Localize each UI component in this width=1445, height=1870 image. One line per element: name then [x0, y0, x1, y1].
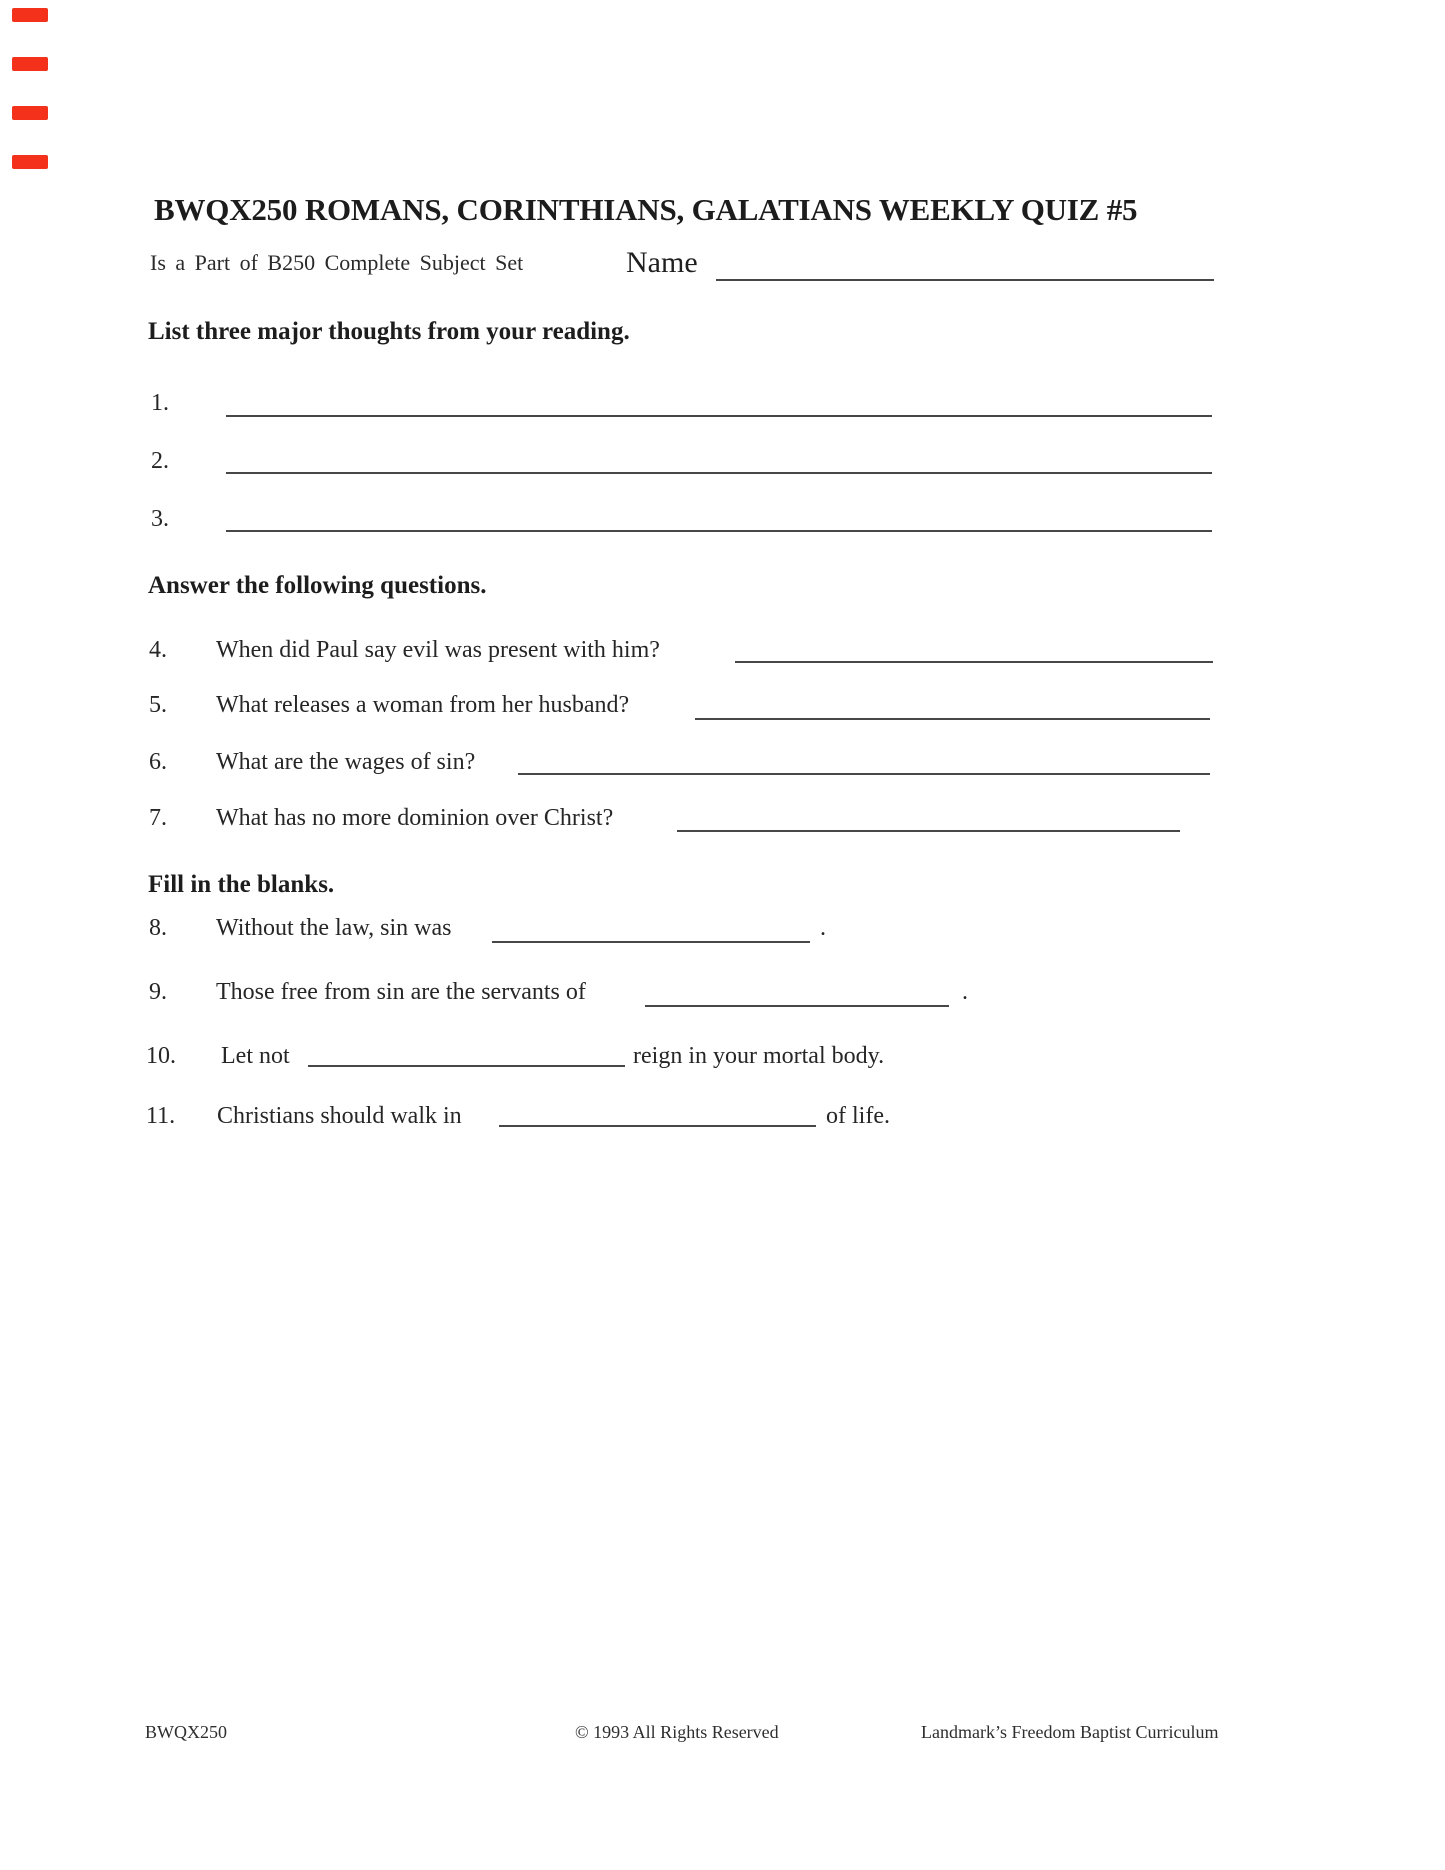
blank-pre-text: Without the law, sin was [216, 915, 452, 941]
answer-blank-line [226, 415, 1212, 417]
section-heading-questions: Answer the following questions. [148, 572, 487, 599]
red-scan-mark [12, 57, 48, 71]
blank-post-text: . [962, 979, 968, 1005]
question-text: What releases a woman from her husband? [216, 692, 630, 718]
answer-blank-line [735, 661, 1213, 663]
answer-blank-line [695, 718, 1210, 720]
blank-post-text: reign in your mortal body. [633, 1043, 885, 1069]
blank-pre-text: Let not [221, 1043, 290, 1069]
answer-blank-line [492, 941, 810, 943]
blank-pre-text: Christians should walk in [217, 1103, 462, 1129]
question-number: 7. [149, 805, 167, 831]
list-item-number: 3. [151, 506, 169, 532]
list-item-number: 1. [151, 390, 169, 416]
section-heading-blanks: Fill in the blanks. [148, 871, 335, 898]
name-blank-line [716, 279, 1214, 281]
answer-blank-line [226, 530, 1212, 532]
blank-post-text: . [820, 915, 826, 941]
answer-blank-line [226, 472, 1212, 474]
blank-item-number: 10. [146, 1043, 176, 1069]
answer-blank-line [518, 773, 1210, 775]
question-number: 6. [149, 749, 167, 775]
footer-code: BWQX250 [145, 1722, 227, 1742]
answer-blank-line [308, 1065, 625, 1067]
blank-item-number: 9. [149, 979, 167, 1005]
question-number: 5. [149, 692, 167, 718]
footer-publisher: Landmark’s Freedom Baptist Curriculum [921, 1722, 1219, 1742]
question-text: What has no more dominion over Christ? [216, 805, 614, 831]
blank-item-number: 8. [149, 915, 167, 941]
question-text: When did Paul say evil was present with him? [216, 637, 660, 663]
answer-blank-line [499, 1125, 816, 1127]
red-scan-mark [12, 8, 48, 22]
page-title: BWQX250 ROMANS, CORINTHIANS, GALATIANS WEEKLY QUIZ #5 [154, 192, 1138, 227]
red-scan-mark [12, 155, 48, 169]
footer-copyright: © 1993 All Rights Reserved [575, 1722, 779, 1742]
name-label: Name [626, 246, 698, 279]
subtitle: Is a Part of B250 Complete Subject Set [150, 250, 524, 275]
list-item-number: 2. [151, 448, 169, 474]
blank-pre-text: Those free from sin are the servants of [216, 979, 586, 1005]
question-number: 4. [149, 637, 167, 663]
blank-post-text: of life. [826, 1103, 890, 1129]
blank-item-number: 11. [146, 1103, 176, 1129]
red-scan-mark [12, 106, 48, 120]
question-text: What are the wages of sin? [216, 749, 476, 775]
answer-blank-line [645, 1005, 949, 1007]
section-heading-list: List three major thoughts from your reading. [148, 318, 630, 345]
answer-blank-line [677, 830, 1180, 832]
